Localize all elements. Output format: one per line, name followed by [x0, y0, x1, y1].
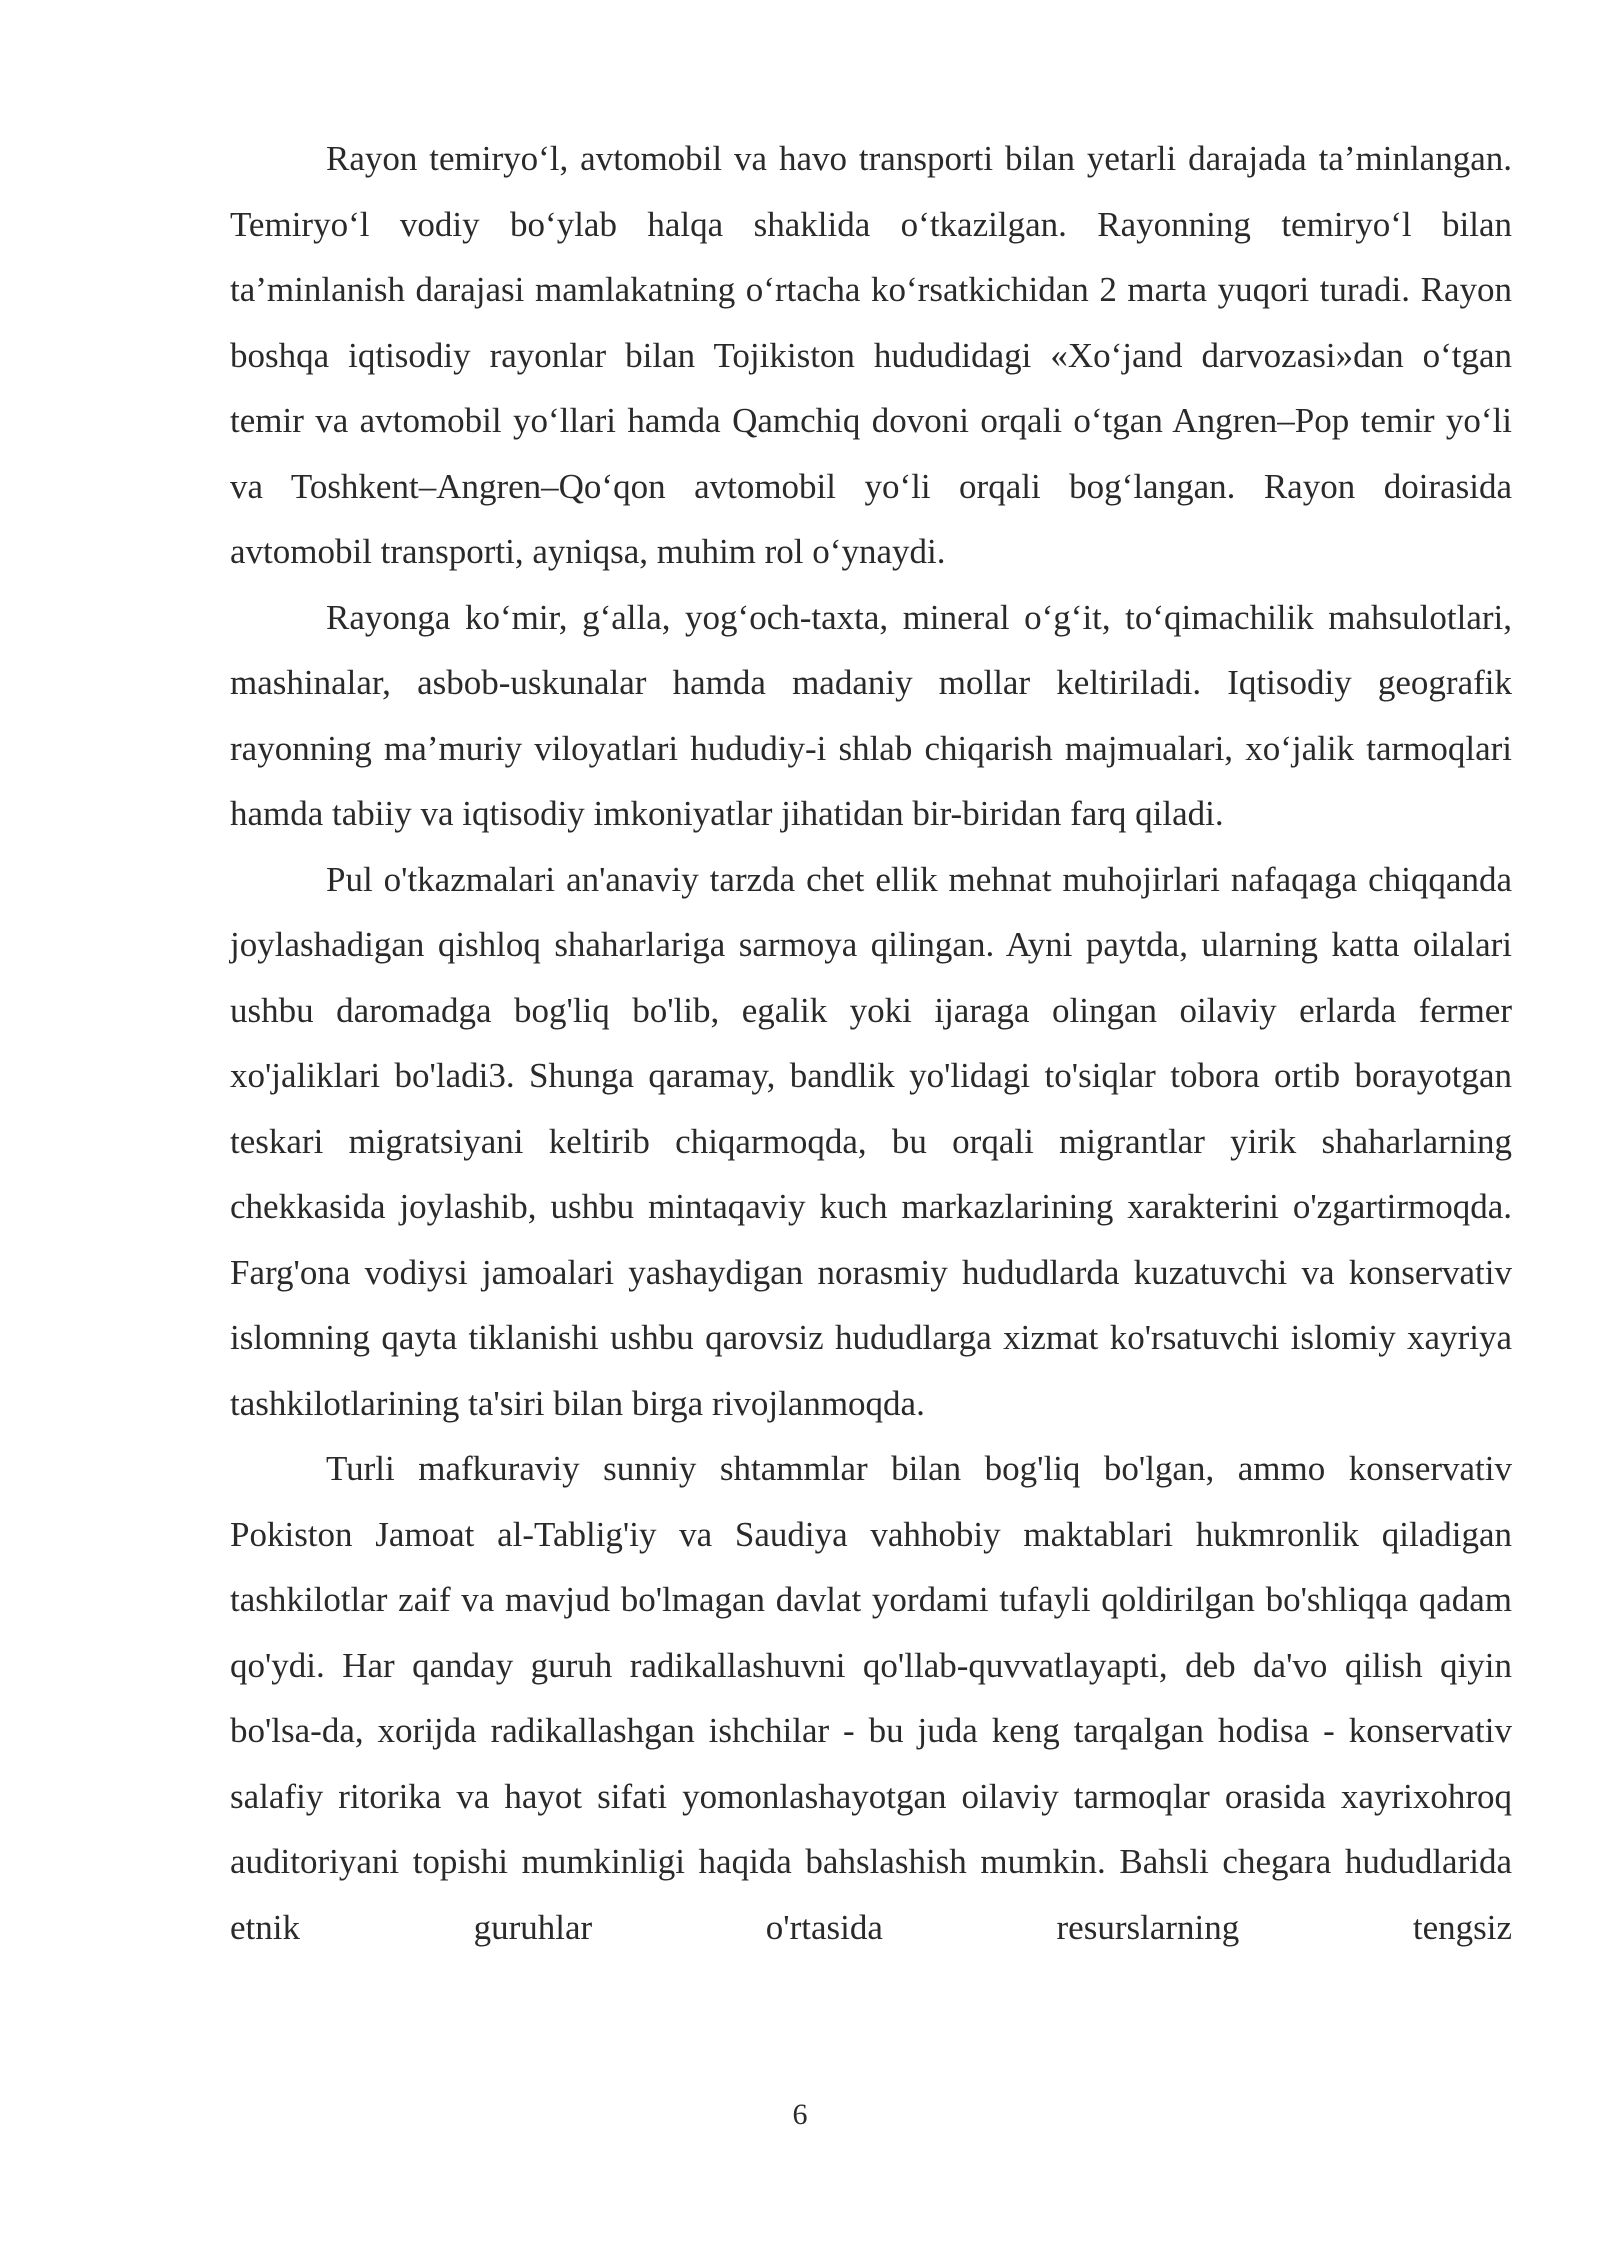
- paragraph-imports: Rayonga ko‘mir, g‘alla, yog‘och-taxta, mineral o‘g‘it, to‘qimachilik mahsulotlari, mashinalar, asbob-uskunalar hamda madaniy mollar keltiriladi. Iqtisodiy geografik rayonning ma’muriy viloyatlari hududiy-i shlab chiqarish majmualari, xo‘jalik tarmoqlari hamda tabiiy va iqtisodiy imkoniyatlar jihatidan bir-biridan farq qiladi.: [230, 597, 1512, 833]
- paragraph-organizations: Turli mafkuraviy sunniy shtammlar bilan bog'liq bo'lgan, ammo konservativ Pokiston Jamoat al-Tablig'iy va Saudiya vahhobiy maktablari hukmronlik qiladigan tashkilotlar zaif va mavjud bo'lmagan davlat yordami tufayli qoldirilgan bo'shliqqa qadam qo'ydi. Har qanday guruh radikallashuvni qo'llab-quvvatlayapti, deb da'vo qilish qiyin bo'lsa-da, xorijda radikallashgan ishchilar - bu juda keng tarqalgan hodisa - konservativ salafiy ritorika va hayot sifati yomonlashayotgan oilaviy tarmoqlar orasida xayrixohroq auditoriyani topishi mumkinligi haqida bahslashish mumkin. Bahsli chegara hududlarida etnik guruhlar o'rtasida resurslarning tengsiz: [230, 1449, 1512, 1947]
- paragraph-transport: Rayon temiryo‘l, avtomobil va havo transporti bilan yetarli darajada ta’minlangan. Temiryo‘l vodiy bo‘ylab halqa shaklida o‘tkazilgan. Rayonning temiryo‘l bilan ta’minlanish darajasi mamlakatning o‘rtacha ko‘rsatkichidan 2 marta yuqori turadi. Rayon boshqa iqtisodiy rayonlar bilan Tojikiston hududidagi «Xo‘jand darvozasi»dan o‘tgan temir va avtomobil yo‘llari hamda Qamchiq dovoni orqali o‘tgan Angren–Pop temir yo‘li va Toshkent–Angren–Qo‘qon avtomobil yo‘li orqali bog‘langan. Rayon doirasida avtomobil transporti, ayniqsa, muhim rol o‘ynaydi.: [230, 139, 1512, 571]
- paragraph-remittances: Pul o'tkazmalari an'anaviy tarzda chet ellik mehnat muhojirlari nafaqaga chiqqanda joylashadigan qishloq shaharlariga sarmoya qilingan. Ayni paytda, ularning katta oilalari ushbu daromadga bog'liq bo'lib, egalik yoki ijaraga olingan oilaviy erlarda fermer xo'jaliklari bo'ladi3. Shunga qaramay, bandlik yo'lidagi to'siqlar tobora ortib borayotgan teskari migratsiyani keltirib chiqarmoqda, bu orqali migrantlar yirik shaharlarning chekkasida joylashib, ushbu mintaqaviy kuch markazlarining xarakterini o'zgartirmoqda. Farg'ona vodiysi jamoalari yashaydigan norasmiy hududlarda kuzatuvchi va konservativ islomning qayta tiklanishi ushbu qarovsiz hududlarga xizmat ko'rsatuvchi islomiy xayriya tashkilotlarining ta'siri bilan birga rivojlanmoqda.: [230, 859, 1512, 1423]
- body-text: [230, 126, 1512, 1960]
- page-number: 6: [792, 2098, 808, 2131]
